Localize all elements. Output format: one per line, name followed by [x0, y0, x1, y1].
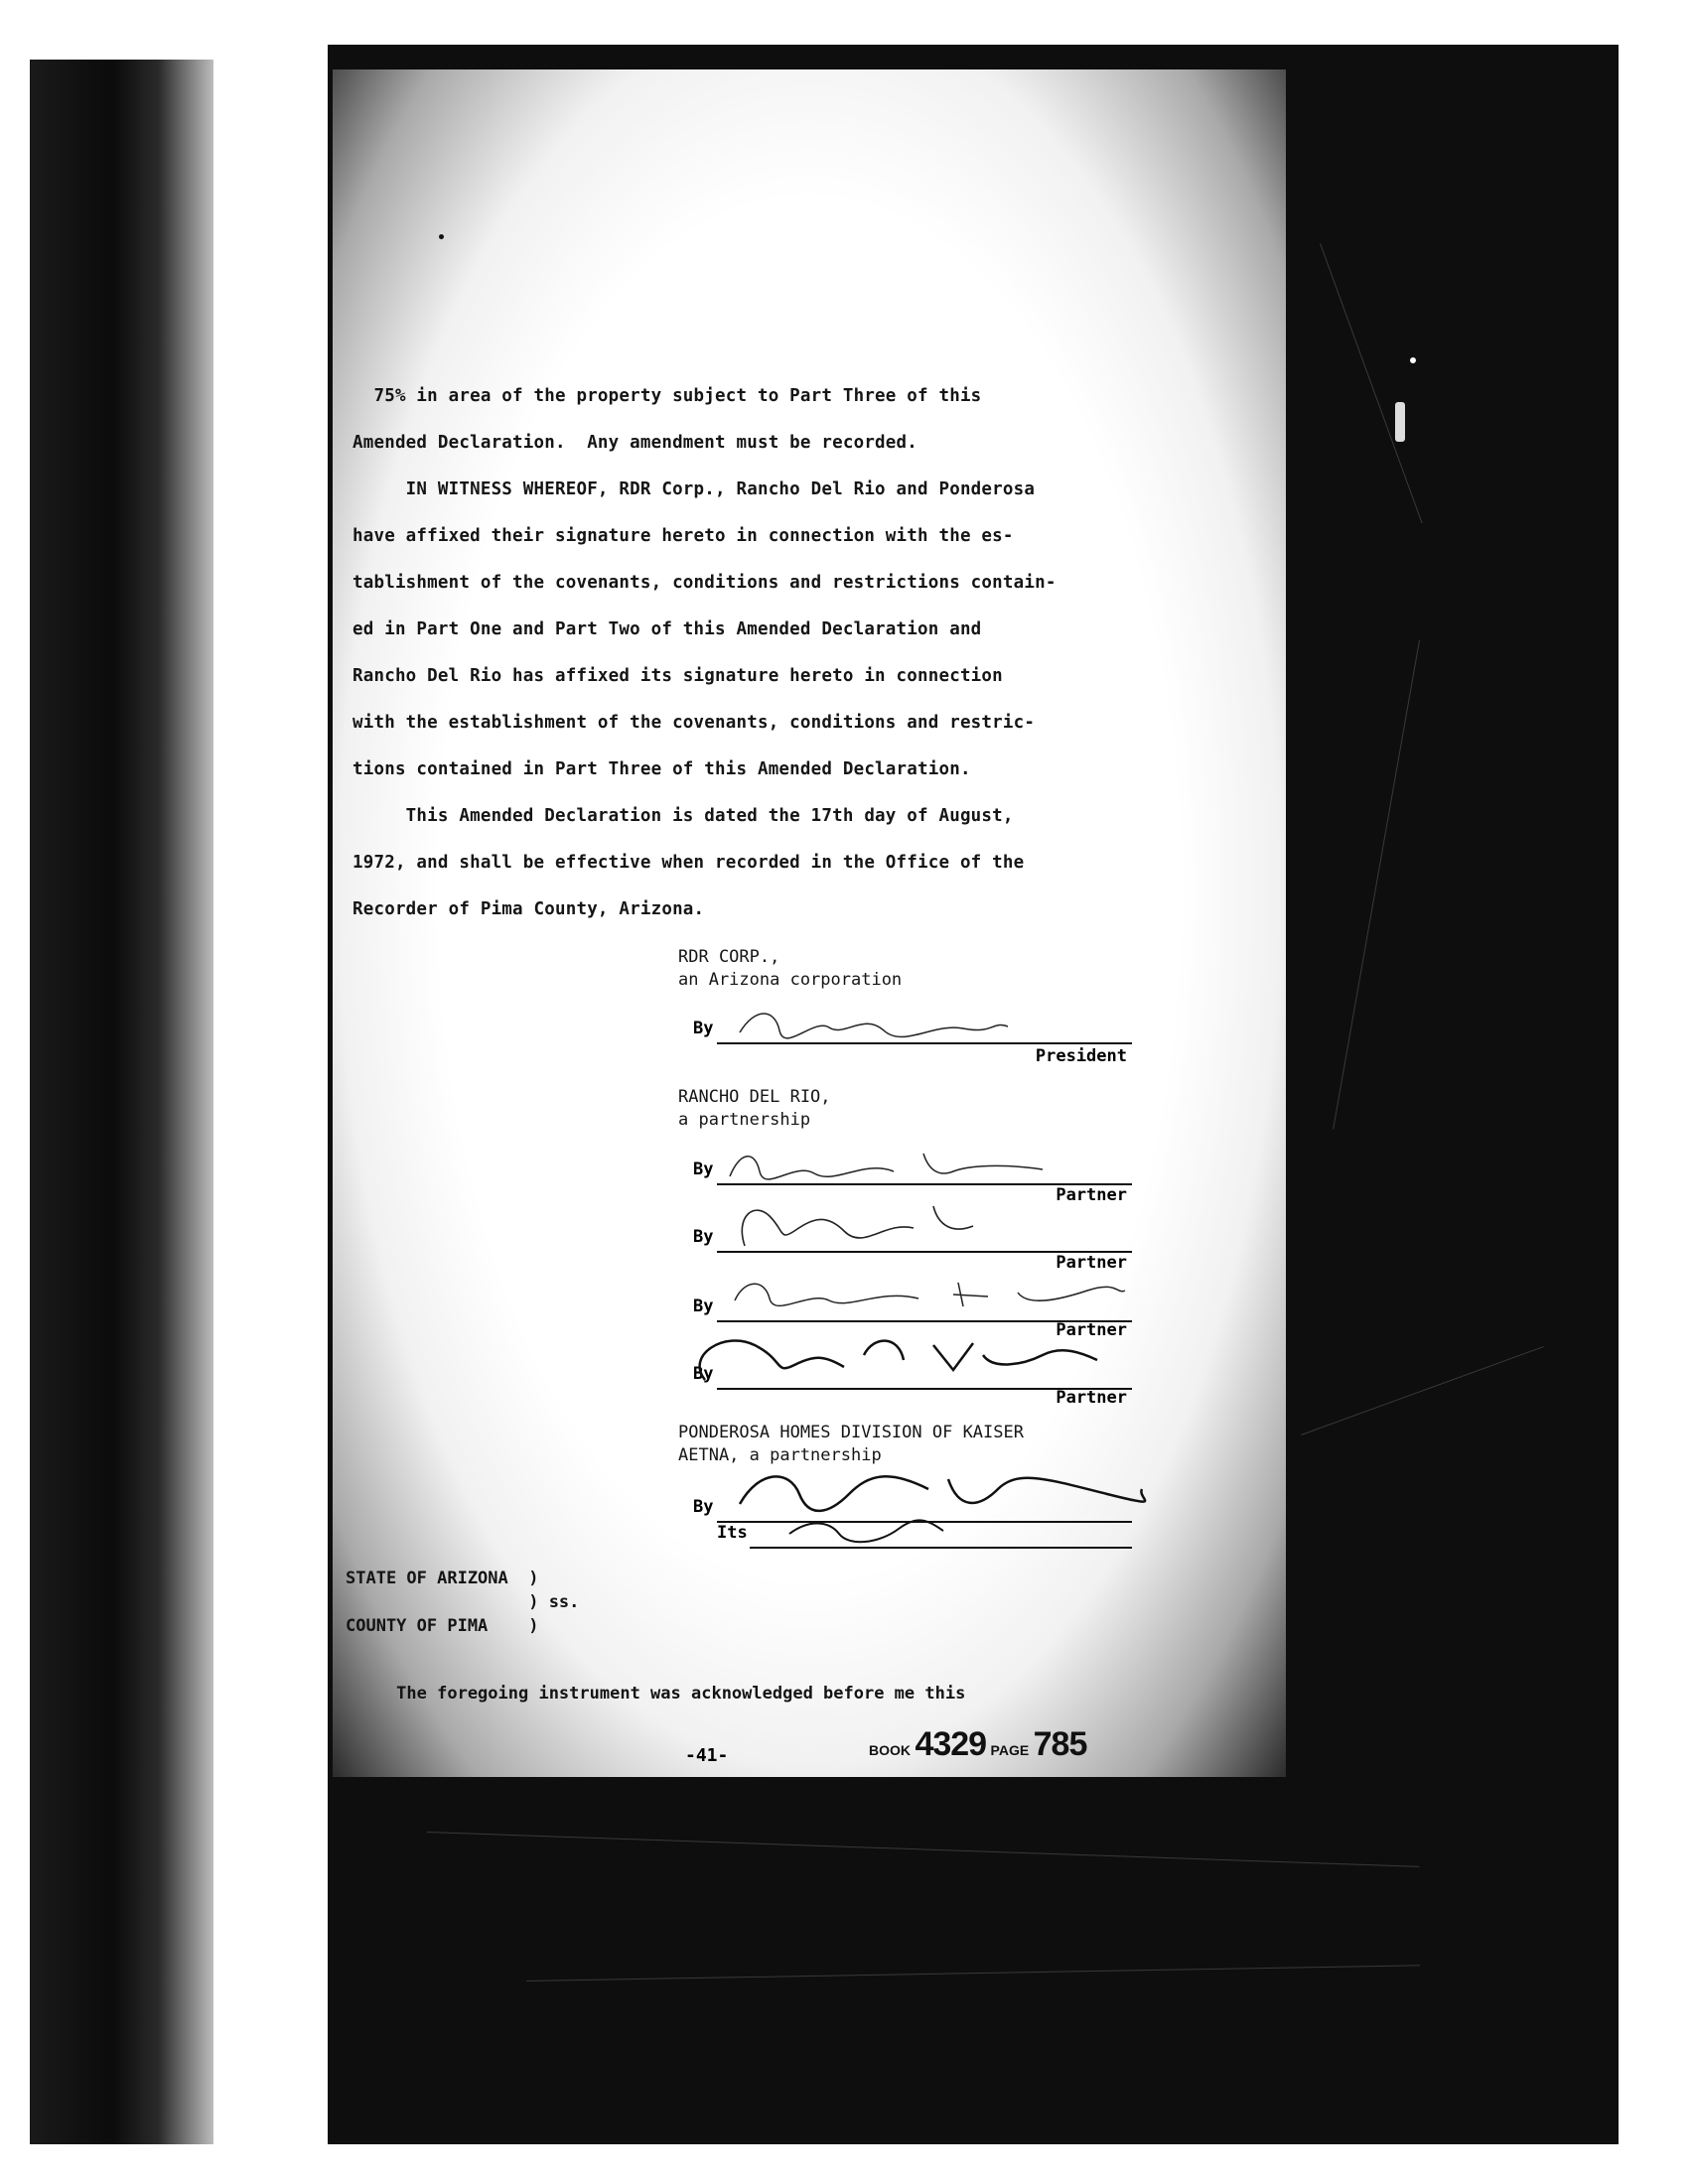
venue-ss: ) ss.	[346, 1592, 580, 1612]
body-line: Recorder of Pima County, Arizona.	[352, 899, 705, 919]
role-president: President	[1035, 1046, 1127, 1066]
page-value: 785	[1033, 1725, 1087, 1763]
rdr-corp-name: RDR CORP.,	[678, 947, 780, 967]
body-line: tablishment of the covenants, conditions and restrictions contain-	[352, 573, 1057, 593]
signature-partner-3	[730, 1271, 1127, 1315]
scan-speck	[1410, 357, 1416, 363]
book-number: 4329	[915, 1725, 987, 1763]
scan-left-edge	[30, 60, 213, 2144]
scan-speck	[439, 234, 444, 239]
body-line: tions contained in Part Three of this Amended Declaration.	[352, 759, 971, 779]
body-line: Rancho Del Rio has affixed its signature hereto in connection	[352, 666, 1003, 686]
role-partner: Partner	[1056, 1185, 1127, 1205]
signature-partner-1	[725, 1142, 1053, 1189]
body-line: ed in Part One and Part Two of this Amended Declaration and	[352, 619, 982, 639]
body-line: Amended Declaration. Any amendment must be recorded.	[352, 433, 918, 453]
book-page-stamp	[869, 1725, 1086, 1764]
by-label: By	[693, 1297, 714, 1316]
body-line: 1972, and shall be effective when recorded in the Office of the	[352, 853, 1025, 873]
title-line	[750, 1525, 1132, 1549]
role-partner: Partner	[1056, 1388, 1127, 1408]
body-line: IN WITNESS WHEREOF, RDR Corp., Rancho Del Rio and Ponderosa	[352, 479, 1036, 499]
page-label: PAGE	[990, 1742, 1030, 1758]
rdr-corp-description: an Arizona corporation	[678, 970, 903, 990]
body-line: 75% in area of the property subject to Part Three of this	[352, 386, 982, 406]
by-label: By	[693, 1364, 714, 1384]
body-line: have affixed their signature hereto in connection with the es-	[352, 526, 1014, 546]
venue-state: STATE OF ARIZONA )	[346, 1569, 539, 1588]
ponderosa-description: AETNA, a partnership	[678, 1445, 882, 1465]
by-label: By	[693, 1227, 714, 1247]
acknowledgment-line: The foregoing instrument was acknowledged before me this	[346, 1684, 966, 1704]
by-label: By	[693, 1019, 714, 1038]
signature-partner-4	[685, 1325, 1102, 1390]
book-label: BOOK	[869, 1742, 911, 1758]
role-partner: Partner	[1056, 1320, 1127, 1340]
signature-rdr-president	[735, 1003, 1013, 1047]
scan-speck	[1395, 402, 1405, 442]
body-line: with the establishment of the covenants, conditions and restric-	[352, 713, 1036, 733]
signature-partner-2	[725, 1196, 1023, 1251]
body-line: This Amended Declaration is dated the 17th day of August,	[352, 806, 1014, 826]
rancho-del-rio-description: a partnership	[678, 1110, 811, 1130]
by-label: By	[693, 1497, 714, 1517]
venue-county: COUNTY OF PIMA )	[346, 1616, 539, 1636]
rancho-del-rio-name: RANCHO DEL RIO,	[678, 1087, 831, 1107]
by-label: By	[693, 1160, 714, 1179]
role-partner: Partner	[1056, 1253, 1127, 1273]
declaration-body	[352, 373, 1167, 933]
ponderosa-name: PONDEROSA HOMES DIVISION OF KAISER	[678, 1423, 1024, 1442]
its-label: Its	[717, 1523, 748, 1543]
page-number: -41-	[685, 1745, 729, 1766]
